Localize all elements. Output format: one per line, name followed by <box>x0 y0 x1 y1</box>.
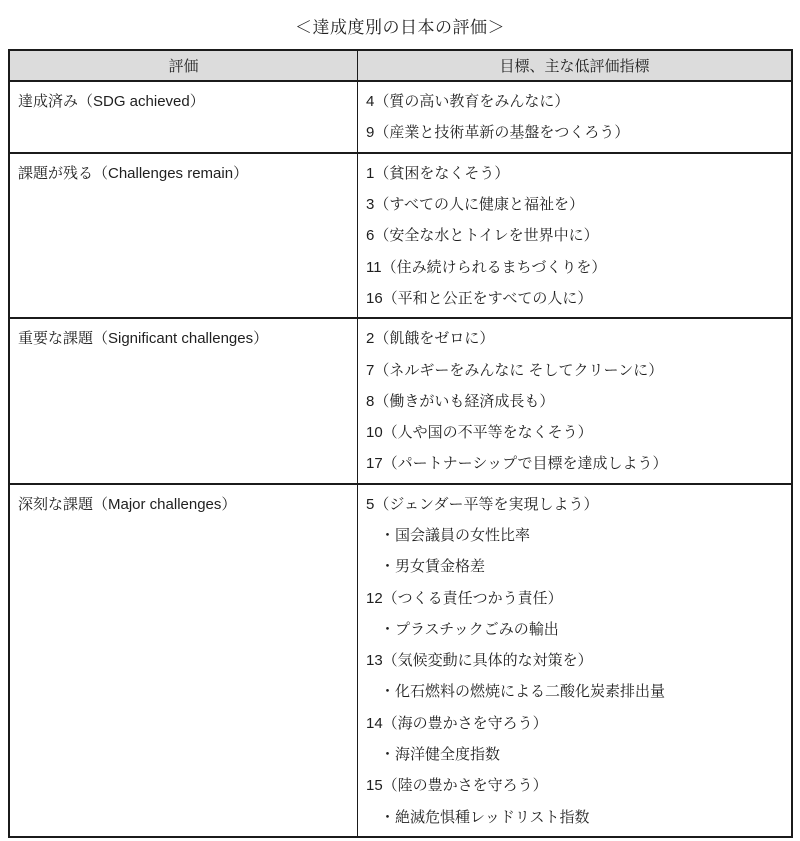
table-row-achieved <box>9 81 792 153</box>
goals-cell <box>358 81 793 153</box>
goals-cell <box>358 153 793 318</box>
goal-item: 5（ジェンダー平等を実現しよう） <box>366 495 599 513</box>
goal-item: 2（飢餓をゼロに） <box>366 330 495 348</box>
rating-cell <box>9 484 358 837</box>
goal-item: 17（パートナーシップで目標を達成しよう） <box>366 455 668 473</box>
goals-cell <box>358 318 793 483</box>
indicator-item: ・男女賃金格差 <box>380 558 486 576</box>
rating-label: 課題が残る（Challenges remain） <box>18 164 249 182</box>
indicator-item: ・絶滅危惧種レッドリスト指数 <box>380 808 590 826</box>
goal-item: 6（安全な水とトイレを世界中に） <box>366 227 599 245</box>
rating-label: 重要な課題（Significant challenges） <box>18 330 269 348</box>
indicator-item: ・プラスチックごみの輸出 <box>380 620 559 638</box>
goal-item: 3（すべての人に健康と福祉を） <box>366 196 585 214</box>
goal-item: 16（平和と公正をすべての人に） <box>366 289 593 307</box>
table-row-challenges-remain <box>9 153 792 318</box>
goal-item: 7（ネルギーをみんなに そしてクリーンに） <box>366 361 664 379</box>
goal-item: 8（働きがいも経済成長も） <box>366 392 555 410</box>
rating-cell <box>9 153 358 318</box>
goal-item: 13（気候変動に具体的な対策を） <box>366 652 593 670</box>
rating-label: 達成済み（SDG achieved） <box>18 93 205 111</box>
page-title: ＜達成度別の日本の評価＞ <box>295 18 505 37</box>
rating-cell <box>9 81 358 153</box>
sdg-evaluation-table <box>8 49 793 838</box>
table-row-significant-challenges <box>9 318 792 483</box>
goal-item: 12（つくる責任つかう責任） <box>366 589 563 607</box>
indicator-item: ・国会議員の女性比率 <box>380 527 531 544</box>
indicator-item: ・化石燃料の燃焼による二酸化炭素排出量 <box>380 683 666 701</box>
goals-cell <box>358 484 793 837</box>
goal-item: 4（質の高い教育をみんなに） <box>366 93 570 111</box>
rating-label: 深刻な課題（Major challenges） <box>18 495 237 513</box>
rating-column-header: 評価 <box>9 50 358 81</box>
table-row-major-challenges <box>9 484 792 837</box>
goals-column-header: 目標、主な低評価指標 <box>358 50 793 81</box>
rating-cell <box>9 318 358 483</box>
goal-item: 1（貧困をなくそう） <box>366 164 510 182</box>
goal-item: 14（海の豊かさを守ろう） <box>366 714 548 732</box>
goal-item: 9（産業と技術革新の基盤をつくろう） <box>366 124 630 142</box>
header-row <box>9 50 792 81</box>
goal-item: 15（陸の豊かさを守ろう） <box>366 777 548 795</box>
indicator-item: ・海洋健全度指数 <box>380 746 501 764</box>
goal-item: 10（人や国の不平等をなくそう） <box>366 424 593 442</box>
goal-item: 11（住み続けられるまちづくりを） <box>366 258 607 276</box>
